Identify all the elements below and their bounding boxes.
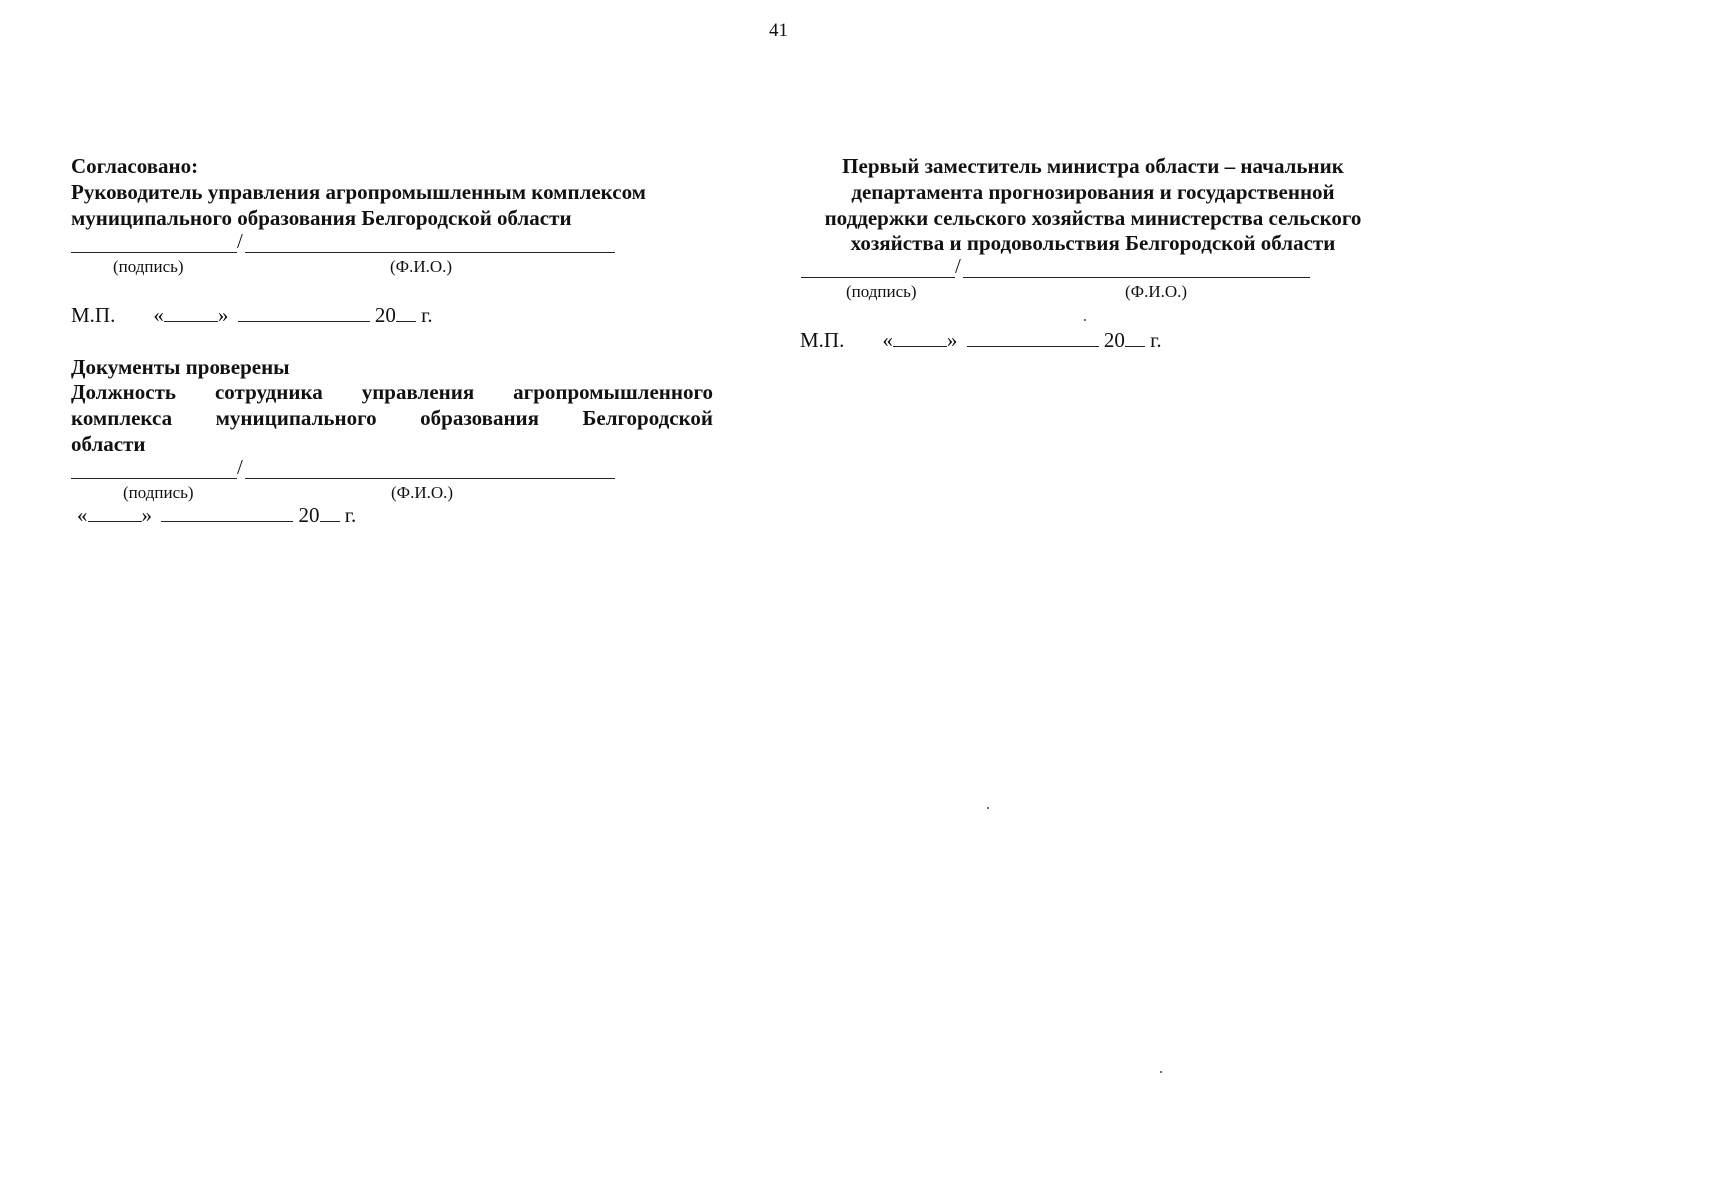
verified-heading: Документы проверены: [71, 355, 290, 379]
employee-title-line-3: области: [71, 432, 146, 456]
year-prefix: 20: [1103, 328, 1125, 352]
verification-date-row: [77, 503, 356, 528]
year-prefix: 20: [374, 303, 396, 327]
quote-open: «: [77, 503, 88, 527]
fio-caption: (Ф.И.О.): [390, 257, 453, 276]
stamp-date-row: [71, 303, 433, 328]
stamp-label: М.П.: [71, 303, 116, 327]
official-signature-caption: (подпись): [846, 282, 917, 301]
agreed-heading: Согласовано:: [71, 154, 199, 178]
head-title-line-2: муниципального образования Белгородской области: [71, 206, 572, 230]
page-number: 41: [769, 20, 788, 41]
year-suffix: г.: [1150, 328, 1162, 352]
separator-slash-3: /: [955, 254, 961, 278]
signature-line: [71, 252, 237, 253]
year-blank: [396, 320, 416, 322]
year-suffix: г.: [344, 503, 357, 527]
day-blank: [893, 345, 947, 347]
fio-line: [245, 252, 615, 253]
separator-slash: /: [237, 229, 243, 253]
day-blank: [88, 520, 142, 522]
year-prefix: 20: [298, 503, 320, 527]
head-title-line-1: Руководитель управления агропромышленным комплексом: [71, 180, 646, 204]
signature-line-2: [71, 478, 237, 479]
scan-speck: [987, 807, 989, 809]
fio-caption-2: (Ф.И.О.): [391, 483, 454, 502]
employee-title-line-1: Должность сотрудника управления агропромышленного: [71, 380, 713, 404]
quote-close: »: [946, 328, 958, 352]
official-stamp-date-row: [800, 328, 1162, 353]
signature-caption-2: (подпись): [123, 483, 194, 502]
month-blank: [161, 520, 293, 522]
separator-slash-2: /: [237, 455, 243, 479]
employee-title-line-2: комплекса муниципального образования Белгородской: [71, 406, 713, 430]
year-blank: [1125, 345, 1145, 347]
stamp-label: М.П.: [800, 328, 845, 352]
quote-open: «: [882, 328, 893, 352]
signature-caption: (подпись): [113, 257, 184, 276]
official-signature-line: [801, 277, 955, 278]
official-fio-caption: (Ф.И.О.): [1125, 282, 1188, 301]
quote-open: «: [153, 303, 164, 327]
scan-speck: [1084, 319, 1086, 321]
quote-close: »: [141, 503, 152, 527]
day-blank: [164, 320, 218, 322]
month-blank: [967, 345, 1099, 347]
year-suffix: г.: [421, 303, 433, 327]
month-blank: [238, 320, 370, 322]
official-title-line-1: Первый заместитель министра области – начальник: [842, 154, 1344, 178]
official-title-line-2: департамента прогнозирования и государственной: [851, 180, 1335, 204]
year-blank: [320, 520, 340, 522]
official-title-line-3: поддержки сельского хозяйства министерства сельского: [824, 206, 1362, 230]
official-title-line-4: хозяйства и продовольствия Белгородской области: [850, 231, 1336, 255]
official-fio-line: [963, 277, 1310, 278]
fio-line-2: [245, 478, 615, 479]
quote-close: »: [217, 303, 229, 327]
scan-speck: [1160, 1071, 1162, 1073]
